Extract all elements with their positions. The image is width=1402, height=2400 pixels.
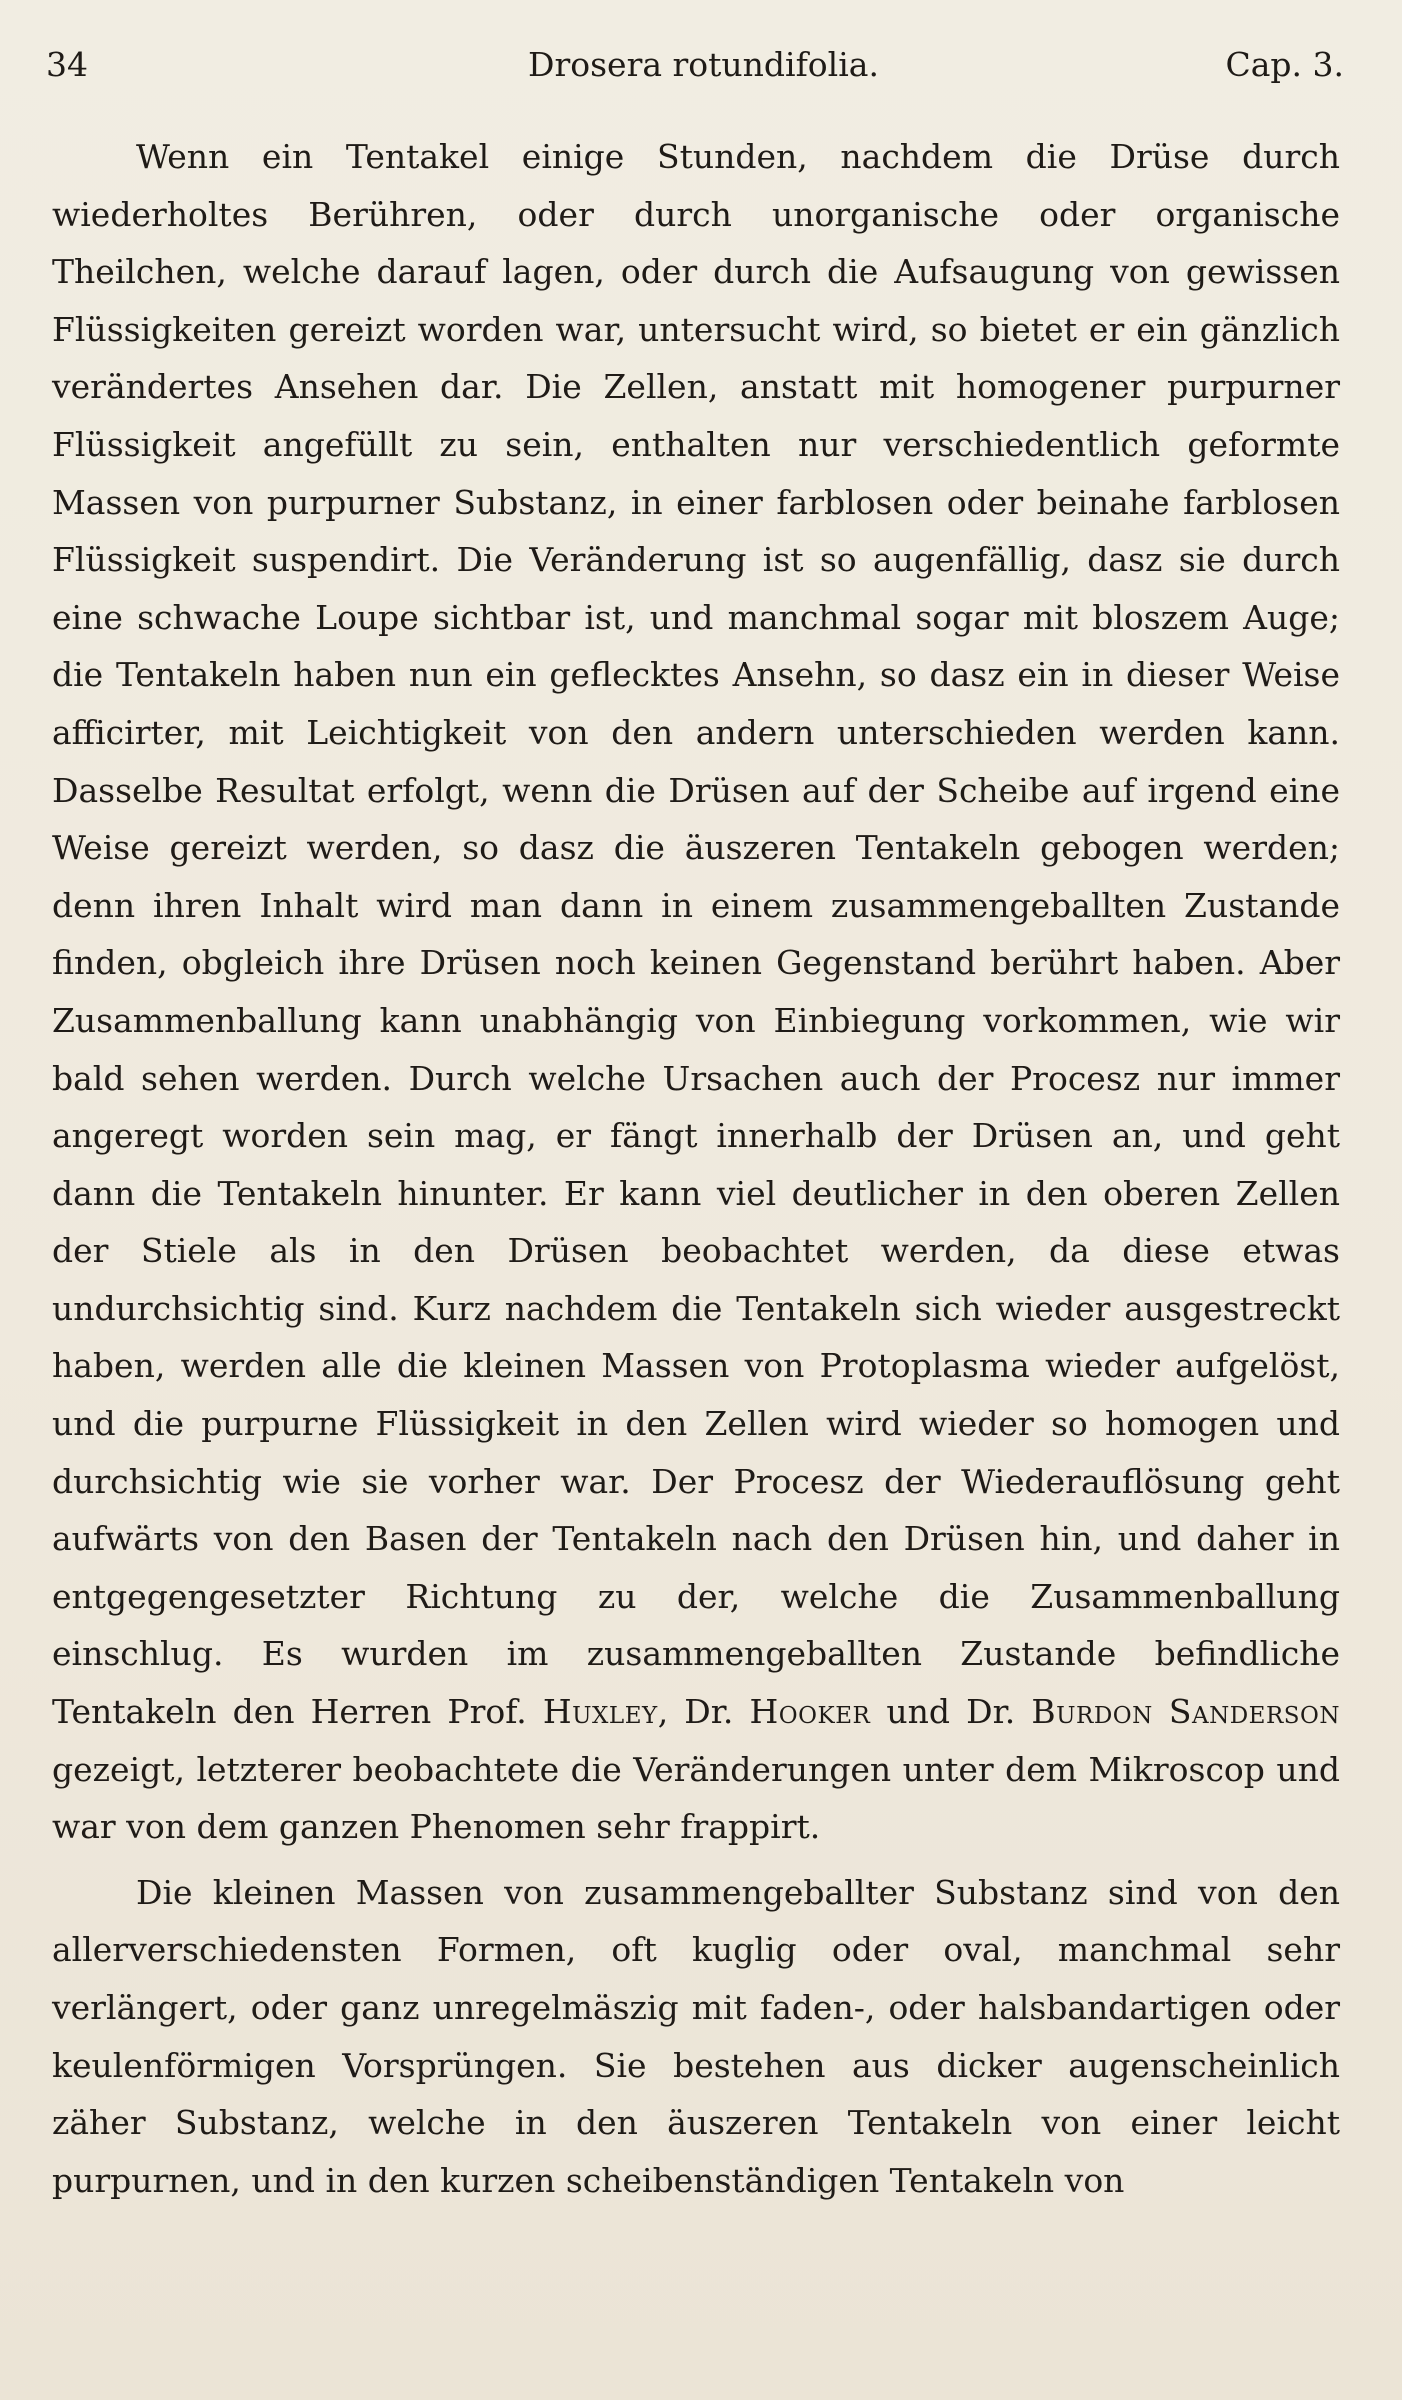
- paragraph-2: Die kleinen Massen von zusammengeballter Substanz sind von den allerverschiedensten Formen, oft kuglig oder oval, manchmal sehr verlängert, oder ganz unregelmäszig mit faden-, oder halsbandartigen oder keulenförmigen Vorsprüngen. Sie bestehen aus dicker augenscheinlich zäher Substanz, welche in den äuszeren Tentakeln von einer leicht purpurnen, und in den kurzen scheibenständigen Tentakeln von: [52, 1872, 1340, 2200]
- paragraph-1: [52, 128, 1340, 1856]
- page-number: 34: [46, 45, 88, 84]
- name-hooker: Hooker: [749, 1692, 871, 1732]
- name-huxley: Huxley: [542, 1692, 658, 1732]
- paragraph-1-text-after-sanderson: gezeigt, letzterer beobachtete die Veränderungen unter dem Mikroscop und war von dem ganzen Phenomen sehr frappirt.: [52, 1749, 1340, 1847]
- body-text: [52, 128, 1340, 2209]
- chapter-label: Cap. 3.: [1225, 45, 1344, 84]
- running-title: Drosera rotundifolia.: [528, 45, 879, 84]
- paragraph-1-text-between-hooker-burdon: und Dr.: [886, 1692, 1016, 1732]
- name-sanderson: Sanderson: [1168, 1692, 1341, 1732]
- paragraph-1-text-before-huxley: Wenn ein Tentakel einige Stunden, nachdem die Drüse durch wiederholtes Berühren, oder durch unorganische oder organische Theilchen, welche darauf lagen, oder durch die Aufsaugung von gewissen Flüssigkeiten gereizt worden war, untersucht wird, so bietet er ein gänzlich verändertes Ansehen dar. Die Zellen, anstatt mit homogener purpurner Flüssigkeit angefüllt zu sein, enthalten nur verschiedentlich geformte Massen von purpurner Substanz, in einer farblosen oder beinahe farblosen Flüssigkeit suspendirt. Die Veränderung ist so augenfällig, dasz sie durch eine schwache Loupe sichtbar ist, und manchmal sogar mit bloszem Auge; die Tentakeln haben nun ein geflecktes Ansehn, so dasz ein in dieser Weise afficirter, mit Leichtigkeit von den andern unterschieden werden kann. Dasselbe Resultat erfolgt, wenn die Drüsen auf der Scheibe auf irgend eine Weise gereizt werden, so dasz die äuszeren Tentakeln gebogen werden; denn ihren Inhalt wird man dann in einem zusammengeballten Zustande finden, obgleich ihre Drüsen noch keinen Gegenstand berührt haben. Aber Zusammenballung kann unabhängig von Einbiegung vorkommen, wie wir bald sehen werden. Durch welche Ursachen auch der Procesz nur immer angeregt worden sein mag, er fängt innerhalb der Drüsen an, und geht dann die Tentakeln hinunter. Er kann viel deutlicher in den oberen Zellen der Stiele als in den Drüsen beobachtet werden, da diese etwas undurchsichtig sind. Kurz nachdem die Tentakeln sich wieder ausgestreckt haben, werden alle die kleinen Massen von Protoplasma wieder aufgelöst, und die purpurne Flüssigkeit in den Zellen wird wieder so homogen und durchsichtig wie sie vorher war. Der Procesz der Wiederauflösung geht aufwärts von den Basen der Tentakeln nach den Drüsen hin, und daher in entgegengesetzter Richtung zu der, welche die Zusammenballung einschlug. Es wurden im zusammengeballten Zustande befindliche Tentakeln den Herren Prof.: [52, 137, 1340, 1732]
- paragraph-1-text-between-huxley-hooker: , Dr.: [657, 1692, 734, 1732]
- name-burdon: Burdon: [1031, 1692, 1153, 1732]
